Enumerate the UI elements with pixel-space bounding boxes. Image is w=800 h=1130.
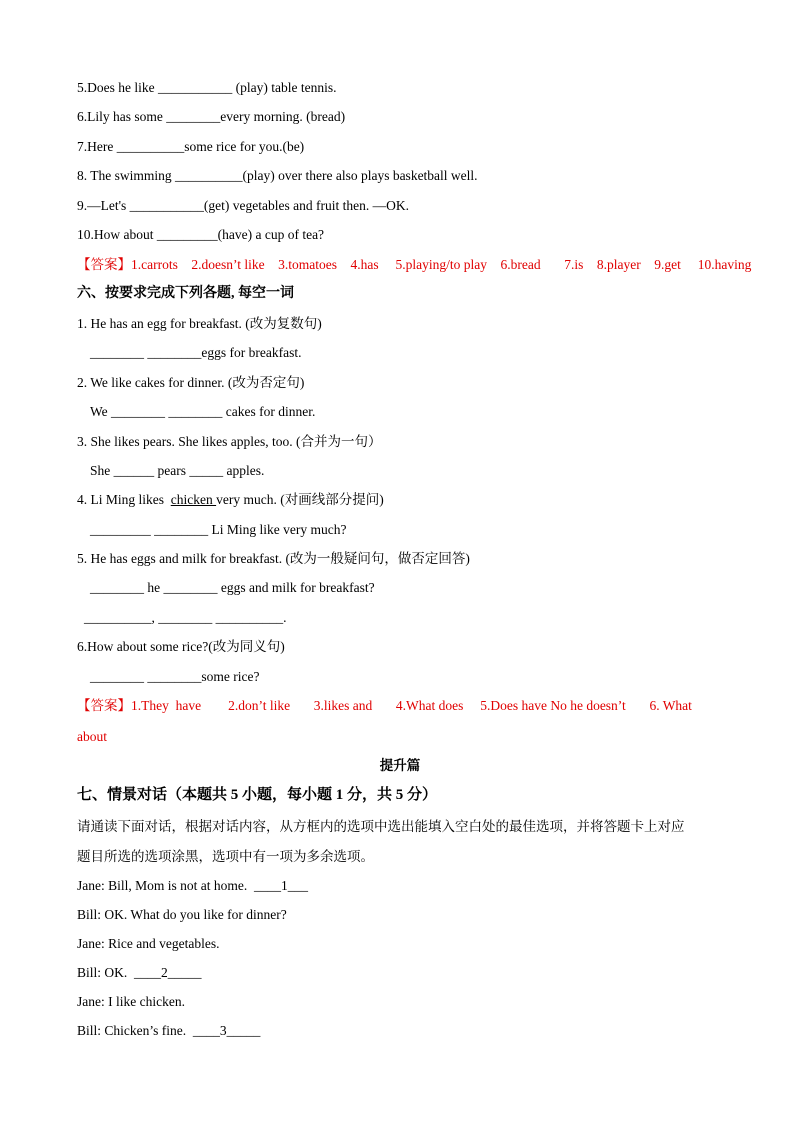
utterance: OK. ____2_____	[104, 965, 202, 980]
dialogue-line	[77, 877, 308, 895]
answer-key-section6	[77, 697, 692, 715]
dialogue-line	[77, 993, 185, 1011]
s6-answer-line-5b: __________, ________ __________.	[84, 610, 287, 625]
s6-answer-line-5: ________ he ________ eggs and milk for breakfast?	[90, 580, 375, 595]
s6-question-5: 5. He has eggs and milk for breakfast. (改为一般疑问句，做否定回答)	[77, 551, 470, 566]
dialogue-line	[77, 964, 202, 982]
q4-suffix: very much. (对画线部分提问)	[216, 492, 384, 507]
utterance: Chicken’s fine. ____3_____	[104, 1023, 261, 1038]
answer-wrap: about	[77, 729, 107, 744]
s6-question-2: 2. We like cakes for dinner. (改为否定句)	[77, 375, 305, 390]
section6-title: 六、按要求完成下列各题, 每空一词	[77, 286, 294, 301]
answer-item: 1.They have	[131, 698, 202, 713]
s6-question-4	[77, 491, 384, 509]
answer-item: 9.get	[654, 257, 681, 272]
s6-answer-line-4: _________ ________ Li Ming like very much?	[90, 522, 347, 537]
answer-item: 10.having	[697, 257, 752, 272]
answer-item: 4.What does	[395, 698, 464, 713]
speaker: Jane:	[77, 994, 105, 1009]
question-7: 7.Here __________some rice for you.(be)	[77, 139, 305, 154]
answer-item: 2.doesn’t like	[191, 257, 265, 272]
advanced-title: 提升篇	[379, 758, 421, 773]
question-5: 5.Does he like ___________ (play) table tennis.	[77, 80, 337, 95]
answer-item: 5.Does have No he doesn’t	[480, 698, 626, 713]
utterance: Bill, Mom is not at home. ____1___	[108, 878, 309, 893]
s6-answer-line-1: ________ ________eggs for breakfast.	[90, 345, 302, 360]
speaker: Jane:	[77, 936, 105, 951]
utterance: I like chicken.	[108, 994, 185, 1009]
answer-label: 【答案】	[77, 698, 131, 713]
dialogue-line	[77, 906, 287, 924]
utterance: Rice and vegetables.	[108, 936, 220, 951]
answer-item: 8.player	[596, 257, 641, 272]
s6-question-6: 6.How about some rice?(改为同义句)	[77, 639, 285, 654]
answer-item: 5.playing/to play	[395, 257, 487, 272]
answer-item: 6. What	[649, 698, 692, 713]
speaker: Bill:	[77, 1023, 102, 1038]
question-8: 8. The swimming __________(play) over there also plays basketball well.	[77, 168, 478, 183]
utterance: OK. What do you like for dinner?	[104, 907, 287, 922]
answer-key-section5	[77, 256, 751, 274]
s6-answer-line-2: We ________ ________ cakes for dinner.	[90, 404, 316, 419]
answer-item: 2.don’t like	[228, 698, 291, 713]
answer-item: 3.tomatoes	[278, 257, 337, 272]
question-10: 10.How about _________(have) a cup of tea?	[77, 227, 325, 242]
q4-underlined-word: chicken	[170, 492, 217, 507]
dialogue-line	[77, 935, 219, 953]
answer-item: 7.is	[564, 257, 584, 272]
section7-title: 七、情景对话（本题共 5 小题，每小题 1 分，共 5 分）	[77, 787, 438, 803]
s6-answer-line-6: ________ ________some rice?	[90, 669, 260, 684]
answer-item: 1.carrots	[131, 257, 178, 272]
dialogue-line	[77, 1022, 260, 1040]
s6-question-3: 3. She likes pears. She likes apples, too. (合并为一句）	[77, 434, 382, 449]
s6-answer-line-3: She ______ pears _____ apples.	[90, 463, 265, 478]
answer-item: 4.has	[350, 257, 379, 272]
answer-label: 【答案】	[77, 257, 131, 272]
question-6: 6.Lily has some ________every morning. (bread)	[77, 109, 346, 124]
instructions-line-1: 请通读下面对话，根据对话内容，从方框内的选项中选出能填入空白处的最佳选项，并将答题卡上对应	[77, 819, 685, 834]
answer-item: 3.likes and	[313, 698, 373, 713]
s6-question-1: 1. He has an egg for breakfast. (改为复数句)	[77, 316, 322, 331]
question-9: 9.—Let's ___________(get) vegetables and fruit then. —OK.	[77, 198, 409, 213]
answer-item: 6.bread	[500, 257, 541, 272]
q4-prefix: 4. Li Ming likes	[77, 492, 171, 507]
speaker: Jane:	[77, 878, 105, 893]
speaker: Bill:	[77, 965, 102, 980]
speaker: Bill:	[77, 907, 102, 922]
instructions-line-2: 题目所选的选项涂黑，选项中有一项为多余选项。	[77, 849, 374, 864]
